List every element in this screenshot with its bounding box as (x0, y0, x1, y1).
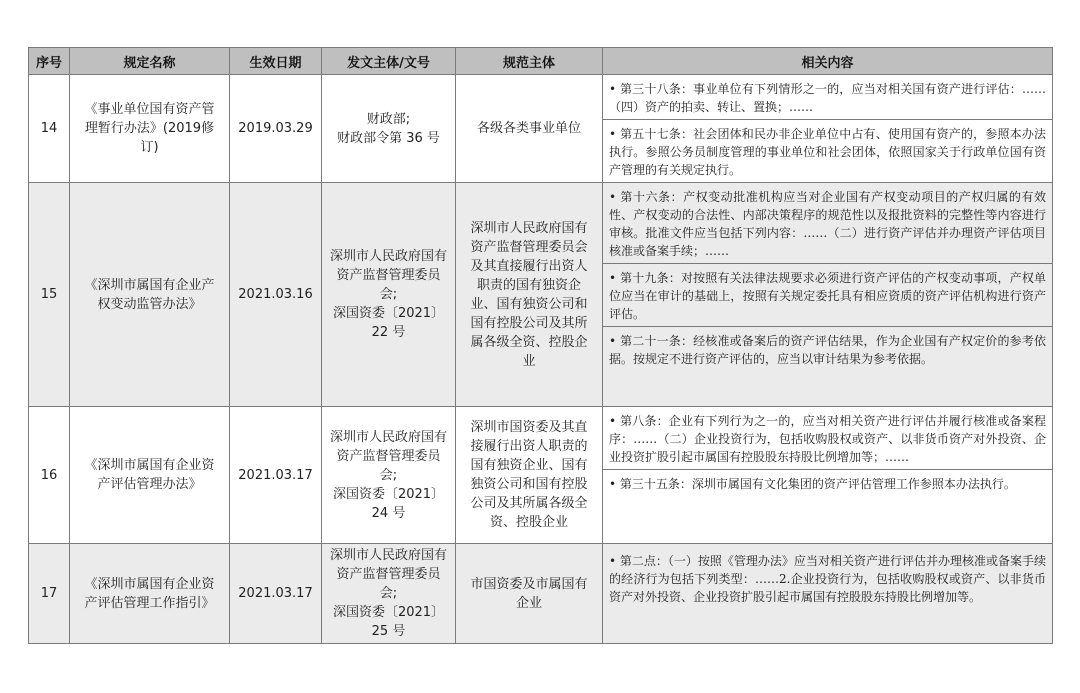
regulated-subject: 深圳市国资委及其直接履行出资人职责的国有独资企业、国有独资公司和国有控股公司及其所属各级全资、控股企业 (456, 407, 603, 544)
regulated-subject: 各级各类事业单位 (456, 75, 603, 183)
issuer: 深圳市人民政府国有资产监督管理委员会; 深国资委〔2021〕24 号 (322, 407, 456, 544)
content-item: • 第二十一条：经核准或备案后的资产评估结果，作为企业国有产权定价的参考依据。按规定不进行资产评估的，应当以审计结果为参考依据。 (603, 326, 1052, 371)
content-item: • 第八条：企业有下列行为之一的，应当对相关资产进行评估并履行核准或备案程序：……（二）企业投资行为，包括收购股权或资产、以非货币资产对外投资、企业投资扩股引起市属国有控股股东持股比例增加等；…… (609, 414, 1046, 464)
issuer: 深圳市人民政府国有资产监督管理委员会; 深国资委〔2021〕22 号 (322, 183, 456, 407)
related-content (603, 407, 1053, 544)
regulated-subject: 深圳市人民政府国有资产监督管理委员会及其直接履行出资人职责的国有独资企业、国有独资公司和国有控股公司及其所属各级全资、控股企业 (456, 183, 603, 407)
effective-date: 2019.03.29 (230, 75, 322, 183)
regulation-table (28, 47, 1053, 644)
content-item: • 第十九条：对按照有关法律法规要求必须进行资产评估的产权变动事项，产权单位应当在审计的基础上，按照有关规定委托具有相应资质的资产评估机构进行资产评估。 (603, 263, 1052, 326)
header-row (29, 48, 1053, 75)
issuer: 财政部; 财政部令第 36 号 (322, 75, 456, 183)
issuer: 深圳市人民政府国有资产监督管理委员会; 深国资委〔2021〕25 号 (322, 544, 456, 644)
effective-date: 2021.03.17 (230, 407, 322, 544)
table-row (29, 544, 1053, 644)
content-item: • 第十六条：产权变动批准机构应当对企业国有产权变动项目的产权归属的有效性、产权变动的合法性、内部决策程序的规范性以及报批资料的完整性等内容进行审核。批准文件应当包括下列内容：……（二）进行资产评估并办理资产评估项目核准或备案手续；…… (609, 190, 1046, 258)
regulation-name: 《事业单位国有资产管理暂行办法》(2019修订) (70, 75, 230, 183)
regulation-name: 《深圳市属国有企业资产评估管理工作指引》 (70, 544, 230, 644)
regulation-name: 《深圳市属国有企业产权变动监管办法》 (70, 183, 230, 407)
effective-date: 2021.03.16 (230, 183, 322, 407)
table-row (29, 407, 1053, 544)
header-subject: 规范主体 (456, 48, 603, 75)
table-row (29, 75, 1053, 183)
row-number: 14 (29, 75, 70, 183)
effective-date: 2021.03.17 (230, 544, 322, 644)
related-content (603, 75, 1053, 183)
regulation-table-page (28, 47, 1052, 644)
table-row (29, 183, 1053, 407)
content-item: • 第三十五条：深圳市属国有文化集团的资产评估管理工作参照本办法执行。 (603, 469, 1052, 496)
related-content (603, 183, 1053, 407)
content-item: • 第五十七条：社会团体和民办非企业单位中占有、使用国有资产的，参照本办法执行。参照公务员制度管理的事业单位和社会团体，依照国家关于行政单位国有资产管理的有关规定执行。 (603, 119, 1052, 182)
header-issuer: 发文主体/文号 (322, 48, 456, 75)
content-item: • 第二点：（一）按照《管理办法》应当对相关资产进行评估并办理核准或备案手续的经济行为包括下列类型：……2.企业投资行为，包括收购股权或资产、以非货币资产对外投资、企业投资扩股引起市属国有控股股东持股比例增加等。 (609, 554, 1046, 604)
related-content (603, 544, 1053, 644)
row-number: 15 (29, 183, 70, 407)
content-item: • 第三十八条：事业单位有下列情形之一的，应当对相关国有资产进行评估：……（四）资产的拍卖、转让、置换；…… (609, 82, 1046, 114)
regulation-name: 《深圳市属国有企业资产评估管理办法》 (70, 407, 230, 544)
header-date: 生效日期 (230, 48, 322, 75)
row-number: 17 (29, 544, 70, 644)
header-no: 序号 (29, 48, 70, 75)
row-number: 16 (29, 407, 70, 544)
header-name: 规定名称 (70, 48, 230, 75)
regulated-subject: 市国资委及市属国有企业 (456, 544, 603, 644)
header-content: 相关内容 (603, 48, 1053, 75)
